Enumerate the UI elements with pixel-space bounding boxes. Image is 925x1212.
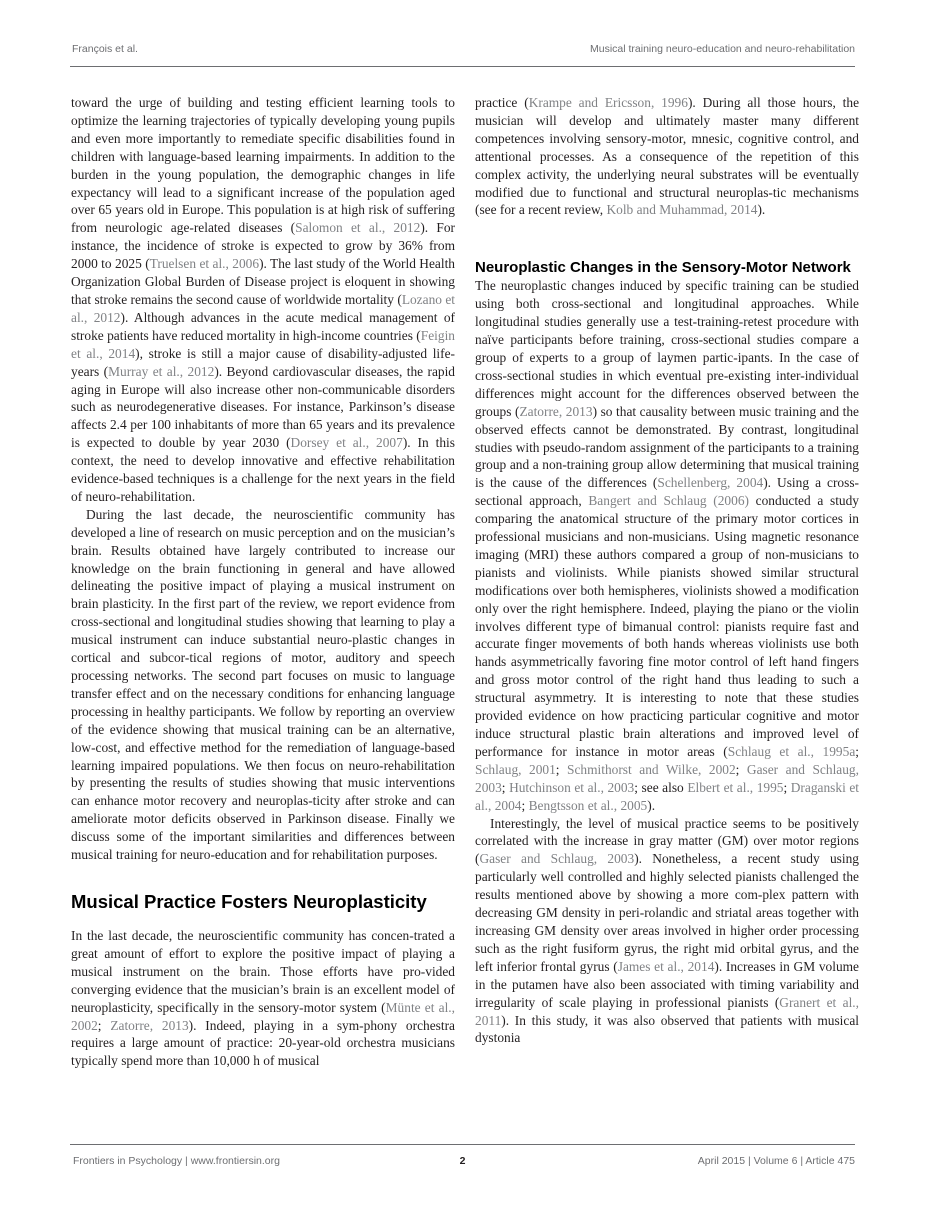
paragraph-text: ; <box>97 1017 111 1033</box>
paragraph-text: ). Nonetheless, a recent study using particularly well controlled and highly selected pianists challenged the results mentioned above by showing a more com-plex pattern with decreasing GM density in peri-rolandic and striatal areas together with increasing GM density over areas involved in higher order processing such as the right fusiform gyrus, the right mid orbital gyrus, and the left inferior frontal gyrus ( <box>475 851 859 974</box>
citation-link[interactable]: Salomon et al., 2012 <box>295 220 421 236</box>
paragraph-text: ; <box>735 761 747 777</box>
paragraph-text: ). Although advances in the acute medical management of stroke patients have reduced mortality in high-income countries ( <box>71 309 455 343</box>
citation-link[interactable]: Schmithorst and Wilke, 2002 <box>567 761 736 777</box>
citation-link[interactable]: Hutchinson et al., 2003 <box>509 779 635 795</box>
citation-link[interactable]: Bengtsson et al., 2005 <box>528 797 648 813</box>
citation-link[interactable]: Elbert et al., 1995 <box>687 779 784 795</box>
right-column <box>475 94 859 1047</box>
paragraph-text: ; <box>555 761 568 777</box>
paragraph-text: ). Indeed, playing in a sym-phony orchestra requires a large amount of practice: 20-year-old orchestra musicians typically spend more than 10,000 h of musical <box>71 1017 455 1069</box>
paragraph-text: ). Using a cross-sectional approach, <box>475 475 860 509</box>
paragraph-text: conducted a study comparing the anatomical structure of the primary motor cortices in professional musicians and non-musicians. Using magnetic resonance imaging (MRI) these authors compared a group of non-musicians to pianists and violinists. While pianists showed similar structural modifications over both hemispheres, violinists showed a modification only over the right hemisphere. Indeed, playing the piano or the violin involves different type of bimanual control: pianists require fast and accurate finger movements of both hands whereas violinists use both hands asymmetrically favoring fine motor control of left hand fingers and gross motor control of the right hand thus leading to such a structural asymmetry. It is interesting to note that these studies provided evidence on how practicing particular cognitive and motor induce structural plastic brain alterations and improved level of performance for instance in motor areas ( <box>475 493 860 759</box>
citation-link[interactable]: Draganski et al., 2004 <box>475 779 860 813</box>
paragraph-text: ). The last study of the World Health Organization Global Burden of Disease project is eloquent in showing that stroke remains the second cause of worldwide mortality ( <box>71 256 455 307</box>
citation-link[interactable]: Dorsey et al., 2007 <box>290 435 403 451</box>
paragraph-text: ; see also <box>634 779 688 795</box>
paragraph-text: ). In this context, the need to develop innovative and effective rehabilitation evidence-based techniques is a challenge for the next years in the field of neuro-rehabilitation. <box>71 435 455 504</box>
citation-link[interactable]: Bangert and Schlaug (2006) <box>588 493 749 509</box>
paragraph-text: practice ( <box>475 95 529 110</box>
paragraph-text: toward the urge of building and testing efficient learning tools to optimize the learning trajectories of typically developing young pupils and even more importantly to remediate specific disabilities found in children with language-based learning impairments. In addition to the burden in the young population, the demographic changes in life expectancy will lead to a significant increase of the population aged over 65 years old in Europe. This population is at high risk of suffering from neurologic age-related diseases ( <box>71 95 455 236</box>
citation-link[interactable]: Feigin et al., 2014 <box>71 327 455 361</box>
paragraph-text: ). For instance, the incidence of stroke is expected to grow by 36% from 2000 to 2025 ( <box>71 220 455 272</box>
footer-journal: Frontiers in Psychology | www.frontiersin.org <box>73 1155 280 1167</box>
citation-link[interactable]: Kolb and Muhammad, 2014 <box>606 202 758 218</box>
paragraph <box>71 94 455 506</box>
left-column <box>71 94 455 1070</box>
citation-link[interactable]: Schlaug, 2001 <box>475 761 556 777</box>
paragraph-text: ; <box>855 743 859 759</box>
paragraph <box>475 277 859 814</box>
citation-link[interactable]: Krampe and Ericsson, 1996 <box>528 95 688 110</box>
running-header <box>70 40 855 67</box>
citation-link[interactable]: Gaser and Schlaug, 2003 <box>475 761 859 795</box>
citation-link[interactable]: Zatorre, 2013 <box>110 1017 189 1033</box>
paragraph-text: ). Beyond cardiovascular diseases, the rapid aging in Europe will also increase other non-communicable disorders such as neurodegenerative diseases. For instance, Parkinson’s disease affects 2.4 per 100 inhabitants of more than 65 years and its prevalence is expected to double by year 2030 ( <box>71 363 456 451</box>
paragraph: During the last decade, the neuroscientific community has developed a line of research on music perception and on the musician’s brain. Results obtained have largely contributed to increase our knowledge on the brain functioning in general and have allowed delineating the positive impact of playing a musical instrument on brain plasticity. In the first part of the review, we report evidence from cross-sectional and longitudinal studies showing that learning to play a musical instrument can induce substantial neuro-plastic changes in cortical and subcor-tical regions of motor, auditory and speech processing networks. The second part focuses on music to language transfer effect and on the necessary conditions for enhancing language processing in healthy participants. We follow by reporting an overview of the evidence showing that musical training can be an alternative, low-cost, and effective method for the remediation of language-based learning impaired populations. We then focus on neuro-rehabilitation by presenting the results of studies showing that music interventions can enhance motor recovery and neuroplas-ticity after stroke and can ameliorate motor deficits observed in Parkinson disease. Finally we discuss some of the important similarities and differences between musical training for neuro-education and for rehabilitation purposes. <box>71 506 455 863</box>
paragraph-text: The neuroplastic changes induced by specific training can be studied using both cross-sectional and longitudinal approaches. While longitudinal studies generally use a test-training-retest procedure with naïve participants before training, cross-sectional studies compare a group of experts to a group of laymen partic-ipants. In the case of cross-sectional studies in which eventual pre-existing inter-individual differences might account for the differences observed between the groups ( <box>475 278 859 419</box>
paragraph-text: ; <box>783 779 791 795</box>
citation-link[interactable]: Gaser and Schlaug, 2003 <box>479 851 635 867</box>
paragraph-text: In the last decade, the neuroscientific community has concen-trated a great amount of effort to explore the positive impact of playing a musical instrument on the brain. Those efforts have pro-vided converging evidence that the musician’s brain is an excellent model of neuroplasticity, specifically in the sensory-motor system ( <box>71 927 455 1015</box>
citation-link[interactable]: Münte et al., 2002 <box>71 999 455 1033</box>
section-heading: Musical Practice Fosters Neuroplasticity <box>71 890 427 912</box>
header-running-title: Musical training neuro-education and neuro-rehabilitation <box>590 43 855 55</box>
paragraph-text: ). Increases in GM volume in the putamen have also been associated with timing variability and irregularity of scale playing in professional pianists ( <box>475 958 859 1010</box>
citation-link[interactable]: Schellenberg, 2004 <box>657 475 764 491</box>
paragraph-text: ). In this study, it was also observed that patients with musical dystonia <box>475 1012 859 1046</box>
paragraph <box>71 927 455 1070</box>
paragraph <box>475 815 859 1048</box>
page-number: 2 <box>459 1155 466 1167</box>
page-footer <box>70 1144 855 1175</box>
paragraph-text: Interestingly, the level of musical practice seems to be positively correlated with the increase in gray matter (GM) over motor regions ( <box>475 815 859 867</box>
citation-link[interactable]: Murray et al., 2012 <box>108 363 215 379</box>
subsection-heading: Neuroplastic Changes in the Sensory-Motor Network <box>475 259 851 277</box>
paragraph-text: ) so that causality between music training and the observed effects cannot be demonstrated. By contrast, longitudinal studies with pseudo-random assignment of the participants to a training group and a non-training group allow determining that musical training is the cause of the differences ( <box>475 403 859 491</box>
citation-link[interactable]: James et al., 2014 <box>617 958 715 974</box>
paragraph-text: ). <box>757 202 766 218</box>
citation-link[interactable]: Zatorre, 2013 <box>519 403 593 419</box>
paragraph-text: ). <box>647 797 656 813</box>
paragraph-text: ; <box>501 779 510 795</box>
footer-issue: April 2015 | Volume 6 | Article 475 <box>697 1155 855 1167</box>
paragraph-text: ; <box>521 797 529 813</box>
paragraph <box>475 94 859 219</box>
citation-link[interactable]: Schlaug et al., 1995a <box>727 743 856 759</box>
paragraph-text: ), stroke is still a major cause of disability-adjusted life-years ( <box>71 345 455 379</box>
citation-link[interactable]: Granert et al., 2011 <box>475 994 859 1028</box>
citation-link[interactable]: Truelsen et al., 2006 <box>149 256 260 272</box>
header-authors: François et al. <box>72 43 138 55</box>
paragraph-text: ). During all those hours, the musician will develop and ultimately master many different competences involving sensory-motor, mnesic, cognitive control, and attentional processes. As a consequence of the repetition of this complex activity, the underlying neural substrates will be eventually modified due to functional and structural neuroplas-tic mechanisms (see for a recent review, <box>475 95 860 218</box>
citation-link[interactable]: Lozano et al., 2012 <box>71 291 456 325</box>
